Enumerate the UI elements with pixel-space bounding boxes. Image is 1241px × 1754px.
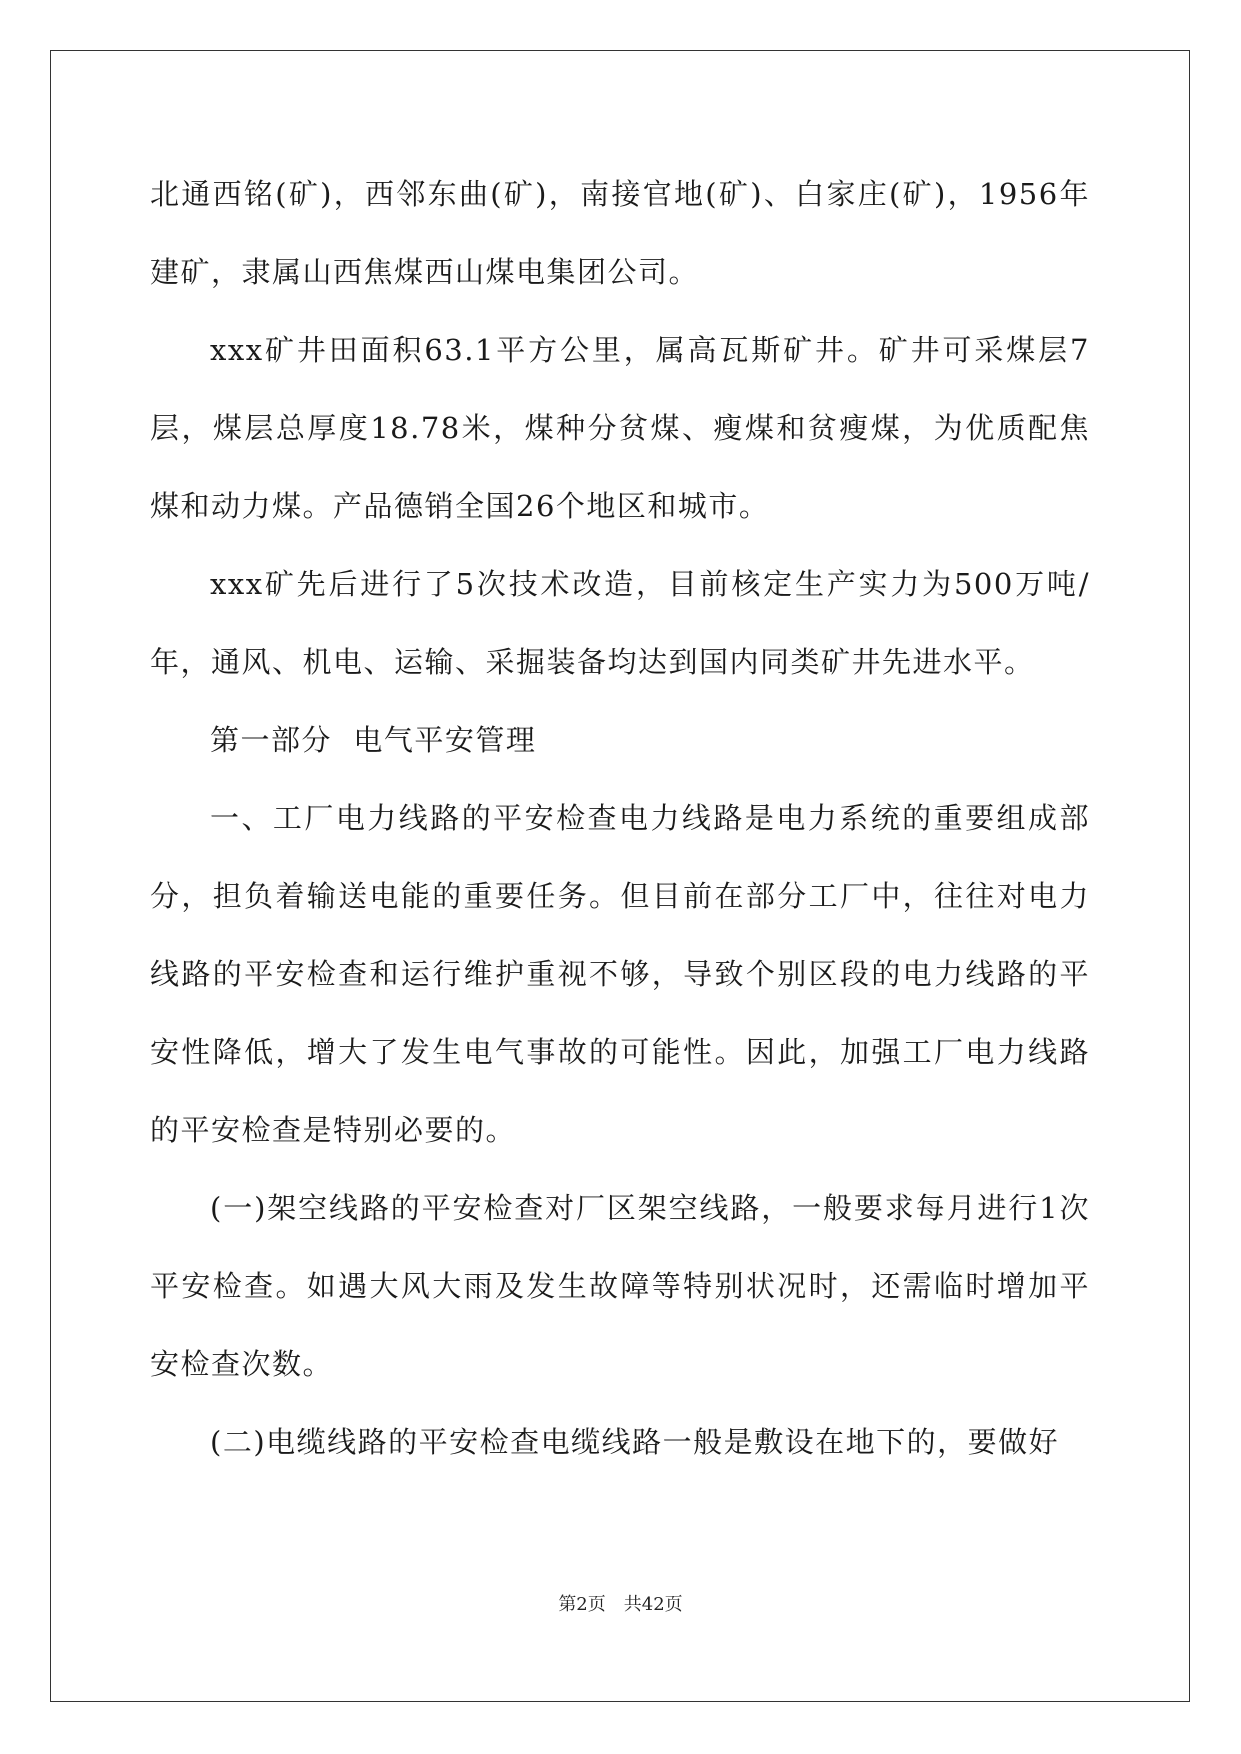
page-number: 第2页 [558, 1594, 606, 1615]
paragraph: 北通西铭(矿)，西邻东曲(矿)，南接官地(矿)、白家庄(矿)，1956年建矿，隶属山西焦煤西山煤电集团公司。 [150, 177, 1090, 289]
paragraph: xxx矿先后进行了5次技术改造，目前核定生产实力为500万吨/年，通风、机电、运输、采掘装备均达到国内同类矿井先进水平。 [150, 567, 1090, 679]
paragraph: xxx矿井田面积63.1平方公里，属高瓦斯矿井。矿井可采煤层7层，煤层总厚度18.78米，煤种分贫煤、瘦煤和贫瘦煤，为优质配焦煤和动力煤。产品德销全国26个地区和城市。 [150, 333, 1090, 523]
paragraph: (一)架空线路的平安检查对厂区架空线路，一般要求每月进行1次平安检查。如遇大风大雨及发生故障等特别状况时，还需临时增加平安检查次数。 [150, 1191, 1090, 1381]
page-total: 共42页 [623, 1594, 683, 1615]
section-heading: 第一部分 电气平安管理 [210, 723, 537, 757]
page-footer [0, 1590, 1241, 1616]
document-body [150, 155, 1090, 1481]
paragraph: (二)电缆线路的平安检查电缆线路一般是敷设在地下的，要做好 [210, 1425, 1060, 1459]
paragraph: 一、工厂电力线路的平安检查电力线路是电力系统的重要组成部分，担负着输送电能的重要任务。但目前在部分工厂中，往往对电力线路的平安检查和运行维护重视不够，导致个别区段的电力线路的平安性降低，增大了发生电气事故的可能性。因此，加强工厂电力线路的平安检查是特别必要的。 [150, 801, 1090, 1147]
